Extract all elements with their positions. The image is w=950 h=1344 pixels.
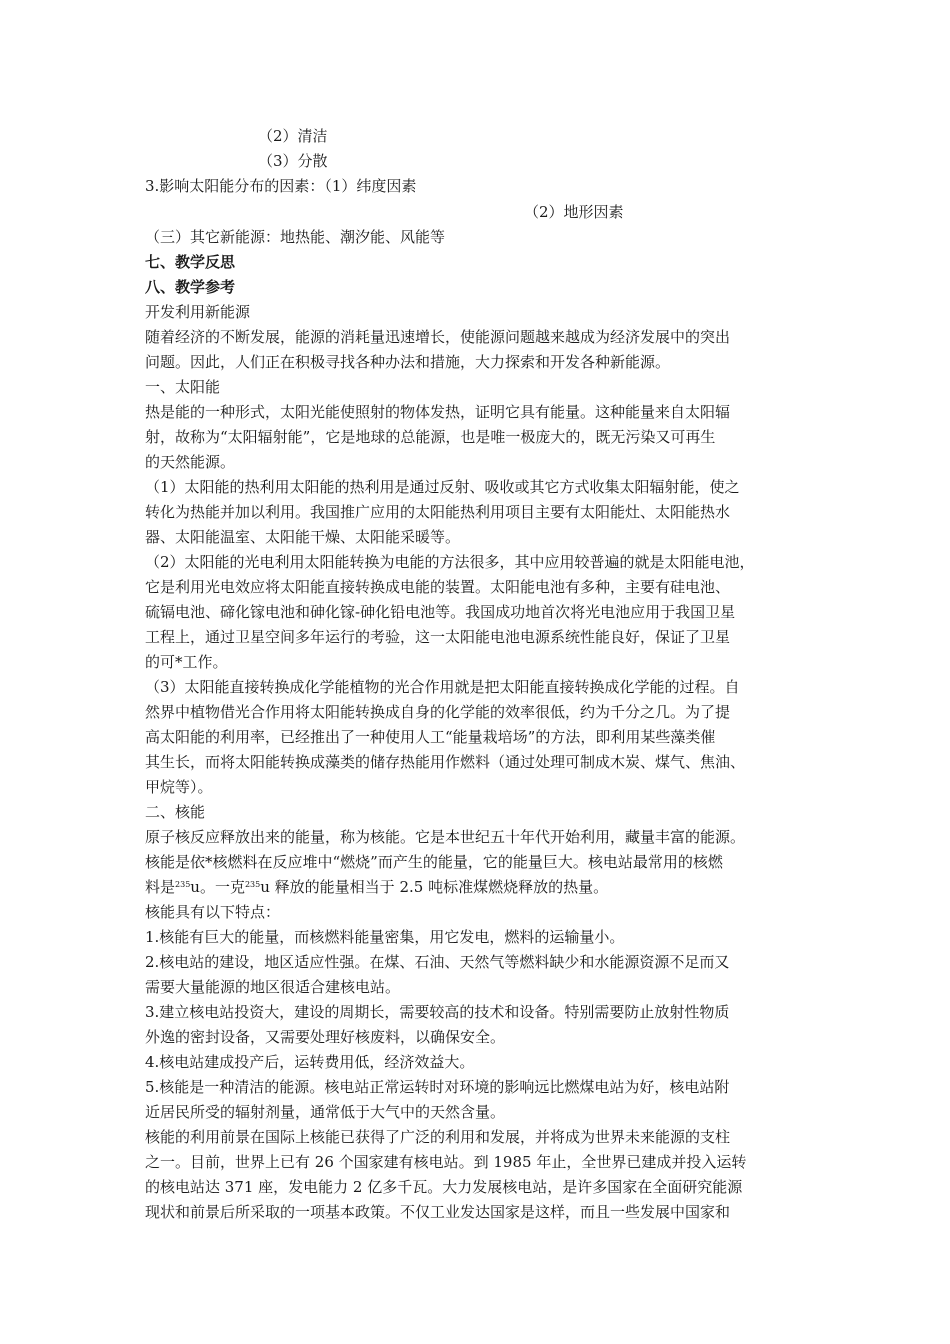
feature-item: 3.建立核电站投资大，建设的周期长，需要较高的技术和设备。特别需要防止放射性物质 [145, 1003, 730, 1021]
article-title: 开发利用新能源 [145, 303, 251, 321]
feature-item: 1.核能有巨大的能量，而核燃料能量密集，用它发电，燃料的运输量小。 [145, 928, 625, 946]
paragraph-line: 器、太阳能温室、太阳能干燥、太阳能采暖等。 [145, 528, 461, 546]
feature-item: 2.核电站的建设，地区适应性强。在煤、石油、天然气等燃料缺少和水能源资源不足而又 [145, 953, 730, 971]
paragraph-line: 工程上，通过卫星空间多年运行的考验，这一太阳能电池电源系统性能良好，保证了卫星 [145, 628, 731, 646]
paragraph-line: 之一。目前，世界上已有 26 个国家建有核电站。到 1985 年止，全世界已建成并投入运转 [145, 1153, 747, 1171]
paragraph-line: 核能是依*核燃料在反应堆中“燃烧”而产生的能量，它的能量巨大。核电站最常用的核燃 [145, 853, 723, 871]
features-heading: 核能具有以下特点： [145, 903, 281, 921]
feature-item: 近居民所受的辐射剂量，通常低于大气中的天然含量。 [145, 1103, 506, 1121]
feature-item: 4.核电站建成投产后，运转费用低，经济效益大。 [145, 1053, 475, 1071]
text-span: u。一克 [190, 878, 245, 896]
paragraph-line: 原子核反应释放出来的能量，称为核能。它是本世纪五十年代开始利用，藏量丰富的能源。 [145, 828, 746, 846]
nuclear-fuel-line [145, 875, 608, 899]
feature-item: 需要大量能源的地区很适合建核电站。 [145, 978, 401, 996]
text-span: u 释放的能量相当于 2.5 吨标准煤燃烧释放的热量。 [260, 878, 609, 896]
paragraph-line: 问题。因此，人们正在积极寻找各种办法和措施，大力探索和开发各种新能源。 [145, 353, 671, 371]
paragraph-line: （2）太阳能的光电利用太阳能转换为电能的方法很多，其中应用较普遍的就是太阳能电池， [145, 553, 755, 571]
paragraph-line: 随着经济的不断发展，能源的消耗量迅速增长，使能源问题越来越成为经济发展中的突出 [145, 328, 731, 346]
list-item-dispersed: （3）分散 [258, 152, 328, 170]
paragraph-line: 的可*工作。 [145, 653, 228, 671]
paragraph-line: 的天然能源。 [145, 453, 236, 471]
feature-item: 5.核能是一种清洁的能源。核电站正常运转时对环境的影响远比燃煤电站为好，核电站附 [145, 1078, 730, 1096]
paragraph-line: 高太阳能的利用率，已经推出了一种使用人工“能量栽培场”的方法，即利用某些藻类催 [145, 728, 716, 746]
paragraph-line: 然界中植物借光合作用将太阳能转换成自身的化学能的效率很低，约为千分之几。为了提 [145, 703, 731, 721]
paragraph-line: 热是能的一种形式，太阳光能使照射的物体发热，证明它具有能量。这种能量来自太阳辐 [145, 403, 731, 421]
paragraph-line: 射，故称为“太阳辐射能”，它是地球的总能源，也是唯一极庞大的，既无污染又可再生 [145, 428, 716, 446]
paragraph-line: 它是利用光电效应将太阳能直接转换成电能的装置。太阳能电池有多种，主要有硅电池、 [145, 578, 731, 596]
factor-latitude: 3.影响太阳能分布的因素：（1）纬度因素 [145, 177, 417, 195]
subheading-nuclear: 二、核能 [145, 803, 206, 821]
paragraph-line: 的核电站达 371 座，发电能力 2 亿多千瓦。大力发展核电站，是许多国家在全面研究能源 [145, 1178, 743, 1196]
other-energy-heading: （三）其它新能源：地热能、潮汐能、风能等 [145, 228, 446, 246]
isotope-superscript: 235 [244, 880, 261, 889]
paragraph-line: 其生长，而将太阳能转换成藻类的储存热能用作燃料（通过处理可制成木炭、煤气、焦油、 [145, 753, 746, 771]
text-span: 料是 [145, 878, 176, 896]
paragraph-line: 硫镉电池、碲化镓电池和砷化镓-砷化铅电池等。我国成功地首次将光电池应用于我国卫星 [145, 603, 736, 621]
paragraph-line: 核能的利用前景在国际上核能已获得了广泛的利用和发展，并将成为世界未来能源的支柱 [145, 1128, 731, 1146]
paragraph-line: 转化为热能并加以利用。我国推广应用的太阳能热利用项目主要有太阳能灶、太阳能热水 [145, 503, 731, 521]
section-heading-reference: 八、教学参考 [145, 278, 236, 296]
paragraph-line: 甲烷等）。 [145, 778, 213, 796]
paragraph-line: 现状和前景后所采取的一项基本政策。不仅工业发达国家是这样，而且一些发展中国家和 [145, 1203, 731, 1221]
feature-item: 外逸的密封设备，又需要处理好核废料，以确保安全。 [145, 1028, 506, 1046]
paragraph-line: （3）太阳能直接转换成化学能植物的光合作用就是把太阳能直接转换成化学能的过程。自 [145, 678, 740, 696]
section-heading-reflection: 七、教学反思 [145, 253, 236, 271]
list-item-clean: （2）清洁 [258, 127, 328, 145]
isotope-superscript: 235 [175, 880, 191, 889]
subheading-solar: 一、太阳能 [145, 378, 221, 396]
factor-terrain: （2）地形因素 [524, 203, 624, 221]
paragraph-line: （1）太阳能的热利用太阳能的热利用是通过反射、吸收或其它方式收集太阳辐射能，使之 [145, 478, 740, 496]
